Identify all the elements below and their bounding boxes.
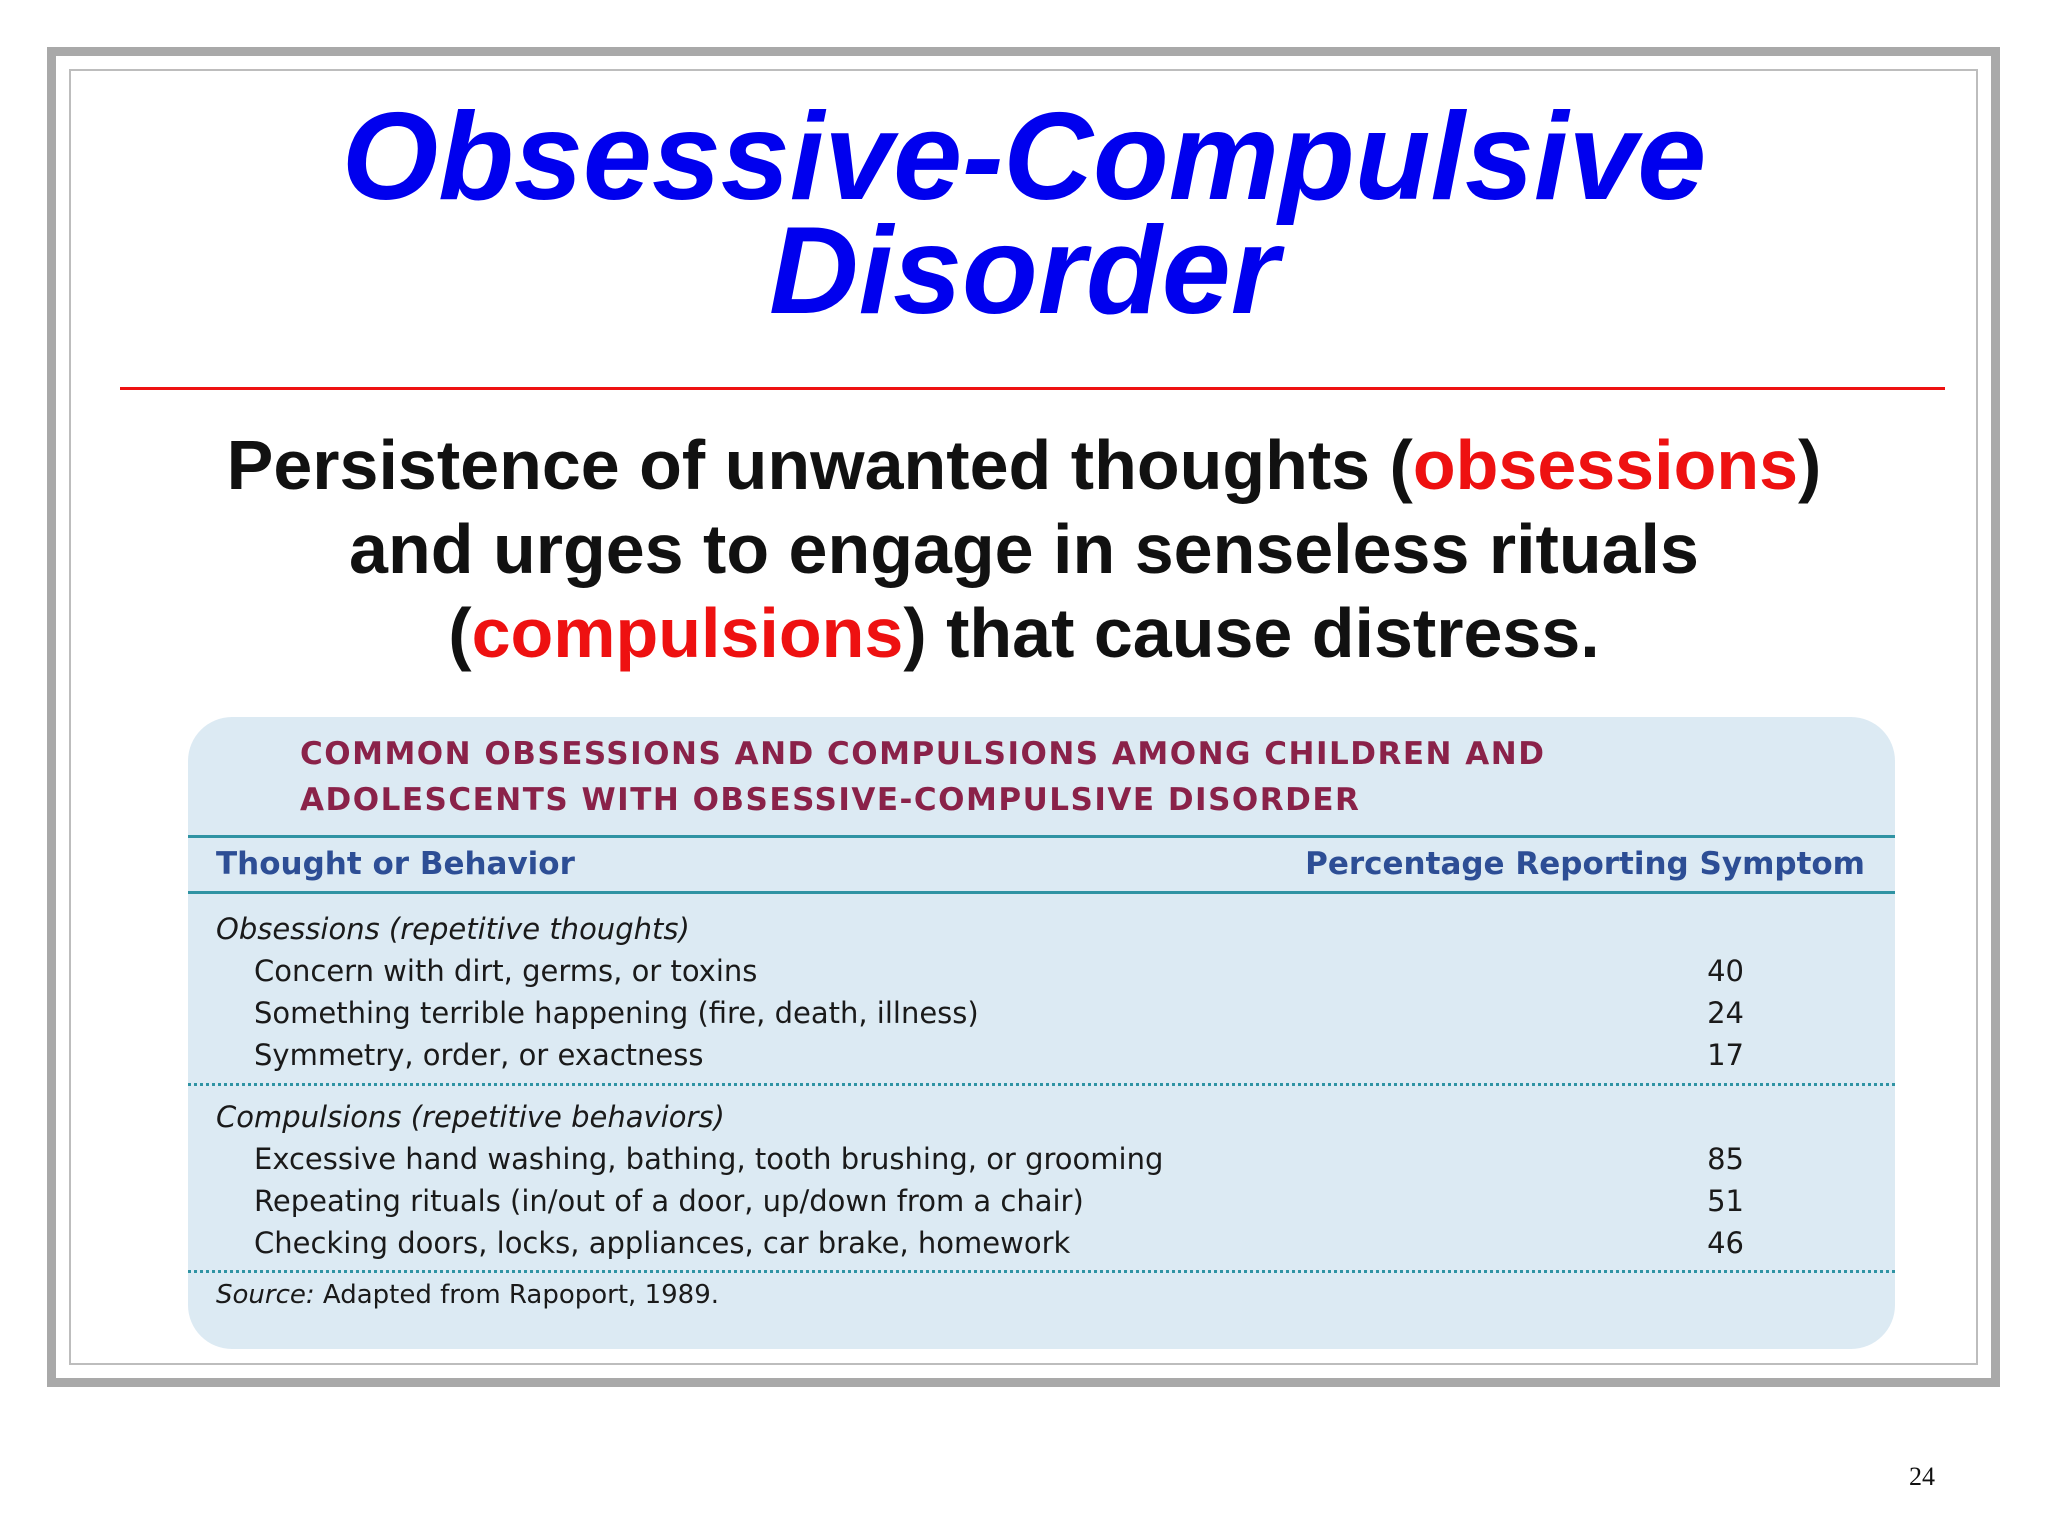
table-caption-line-1: COMMON OBSESSIONS AND COMPULSIONS AMONG CHILDREN AND: [300, 736, 1546, 772]
row-label: Excessive hand washing, bathing, tooth brushing, or grooming: [254, 1142, 1164, 1176]
table-row: [254, 1222, 1744, 1264]
definition-text: [60, 423, 1988, 675]
title-line-2: Disorder: [769, 202, 1279, 340]
row-percentage: 85: [1707, 1142, 1744, 1176]
table-row: [254, 992, 1744, 1034]
title-line-1: Obsessive-Compulsive: [341, 88, 1707, 226]
title-divider: [120, 387, 1945, 390]
column-header-percentage: Percentage Reporting Symptom: [1305, 846, 1865, 882]
page-number: 24: [1909, 1462, 1935, 1491]
table-row: [254, 1180, 1744, 1222]
row-label: Symmetry, order, or exactness: [254, 1038, 704, 1072]
table-source: [216, 1277, 719, 1313]
definition-line-1: [227, 426, 1822, 504]
definition-line-3-end: ) that cause distress.: [903, 594, 1600, 672]
source-divider: [188, 1270, 1895, 1273]
compulsions-term: compulsions: [471, 594, 904, 672]
row-label: Concern with dirt, germs, or toxins: [254, 954, 758, 988]
slide-title: [0, 88, 2048, 340]
header-bottom-rule: [188, 891, 1895, 894]
row-percentage: 17: [1707, 1038, 1744, 1072]
row-percentage: 51: [1707, 1184, 1744, 1218]
row-percentage: 46: [1707, 1226, 1744, 1260]
header-top-rule: [188, 835, 1895, 838]
table-caption-line-2: ADOLESCENTS WITH OBSESSIVE-COMPULSIVE DISORDER: [300, 782, 1361, 818]
row-percentage: 24: [1707, 996, 1744, 1030]
source-text: Adapted from Rapoport, 1989.: [314, 1280, 719, 1310]
column-header-behavior: Thought or Behavior: [216, 846, 575, 882]
row-percentage: 40: [1707, 954, 1744, 988]
obsessions-term: obsessions: [1412, 426, 1799, 504]
section-heading-compulsions: Compulsions (repetitive behaviors): [216, 1100, 725, 1134]
table-caption: [300, 731, 1800, 823]
row-label: Something terrible happening (fire, death, illness): [254, 996, 979, 1030]
source-label: Source:: [216, 1280, 315, 1310]
definition-line-2: and urges to engage in senseless rituals: [349, 510, 1699, 588]
definition-line-1-start: Persistence of unwanted thoughts (: [226, 426, 1413, 504]
table-row: [254, 950, 1744, 992]
definition-line-1-end: ): [1798, 426, 1822, 504]
row-label: Checking doors, locks, appliances, car brake, homework: [254, 1226, 1071, 1260]
section-divider: [188, 1083, 1895, 1086]
table-row: [254, 1034, 1744, 1076]
row-label: Repeating rituals (in/out of a door, up/down from a chair): [254, 1184, 1084, 1218]
table-row: [254, 1138, 1744, 1180]
section-heading-obsessions: Obsessions (repetitive thoughts): [216, 912, 690, 946]
definition-line-3: [448, 594, 1599, 672]
symptom-table: [188, 717, 1895, 1349]
definition-line-3-start: (: [448, 594, 472, 672]
